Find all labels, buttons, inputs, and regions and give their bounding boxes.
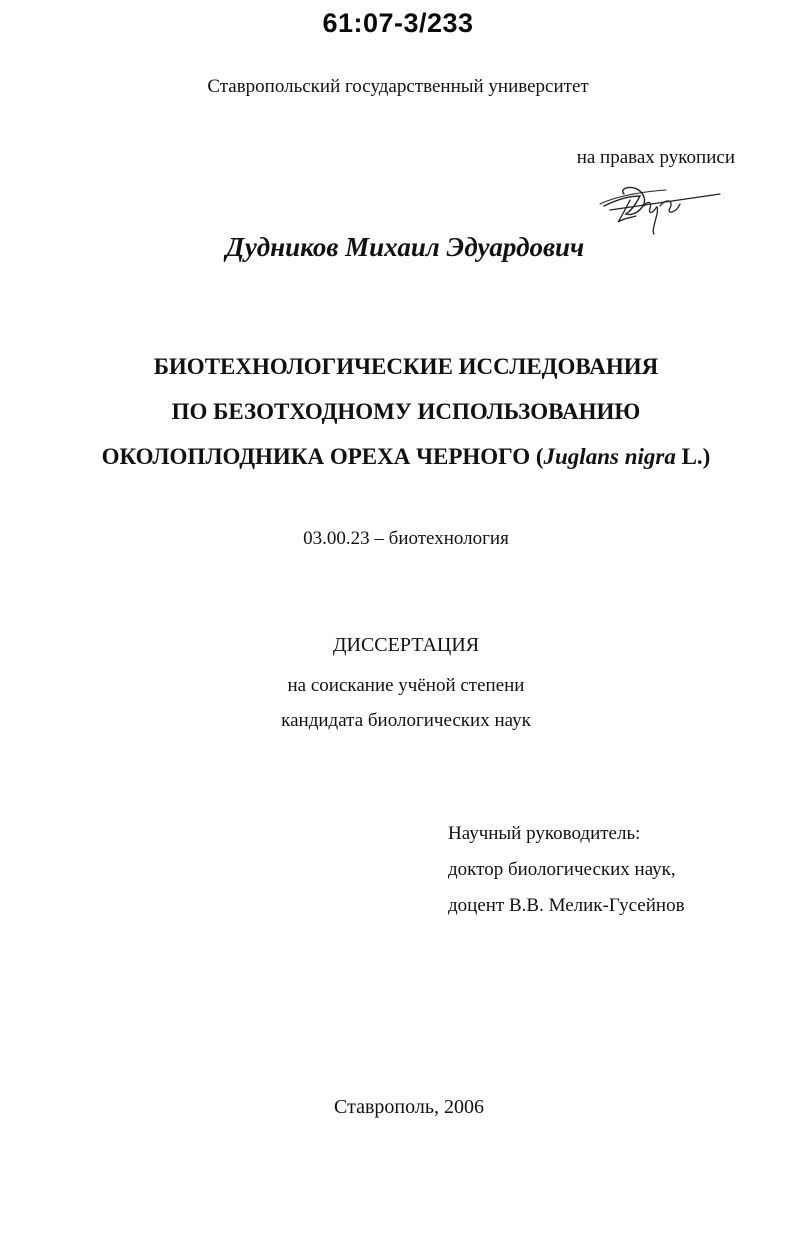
- supervisor-name: доцент В.В. Мелик-Гусейнов: [448, 895, 685, 916]
- handwritten-signature: [596, 176, 726, 238]
- title-line-2: ПО БЕЗОТХОДНОМУ ИСПОЛЬЗОВАНИЮ: [171, 399, 641, 424]
- supervisor-heading: Научный руководитель:: [448, 823, 641, 844]
- archive-stamp: 61:07-3/233: [322, 8, 474, 38]
- degree-purpose: на соискание учёной степени: [287, 675, 525, 696]
- title-line-1: БИОТЕХНОЛОГИЧЕСКИЕ ИССЛЕДОВАНИЯ: [153, 354, 659, 379]
- document-type: ДИССЕРТАЦИЯ: [332, 634, 480, 656]
- rights-notice: на правах рукописи: [576, 147, 735, 168]
- title-line-3-prefix: ОКОЛОПЛОДНИКА ОРЕХА ЧЕРНОГО (: [101, 444, 544, 469]
- author-name: Дудников Михаил Эдуардович: [225, 232, 585, 262]
- species-latin-name: Juglans nigra: [543, 444, 676, 469]
- specialty-code: 03.00.23 – биотехнология: [303, 528, 509, 549]
- degree-name: кандидата биологических наук: [281, 710, 531, 731]
- supervisor-block: [448, 816, 685, 924]
- city-and-year: Ставрополь, 2006: [334, 1096, 484, 1118]
- university-name: Ставропольский государственный университет: [207, 76, 589, 97]
- supervisor-degree: доктор биологических наук,: [448, 859, 676, 880]
- title-line-3: [0, 434, 796, 479]
- dissertation-title: [0, 344, 796, 479]
- title-line-3-suffix: L.): [675, 444, 711, 469]
